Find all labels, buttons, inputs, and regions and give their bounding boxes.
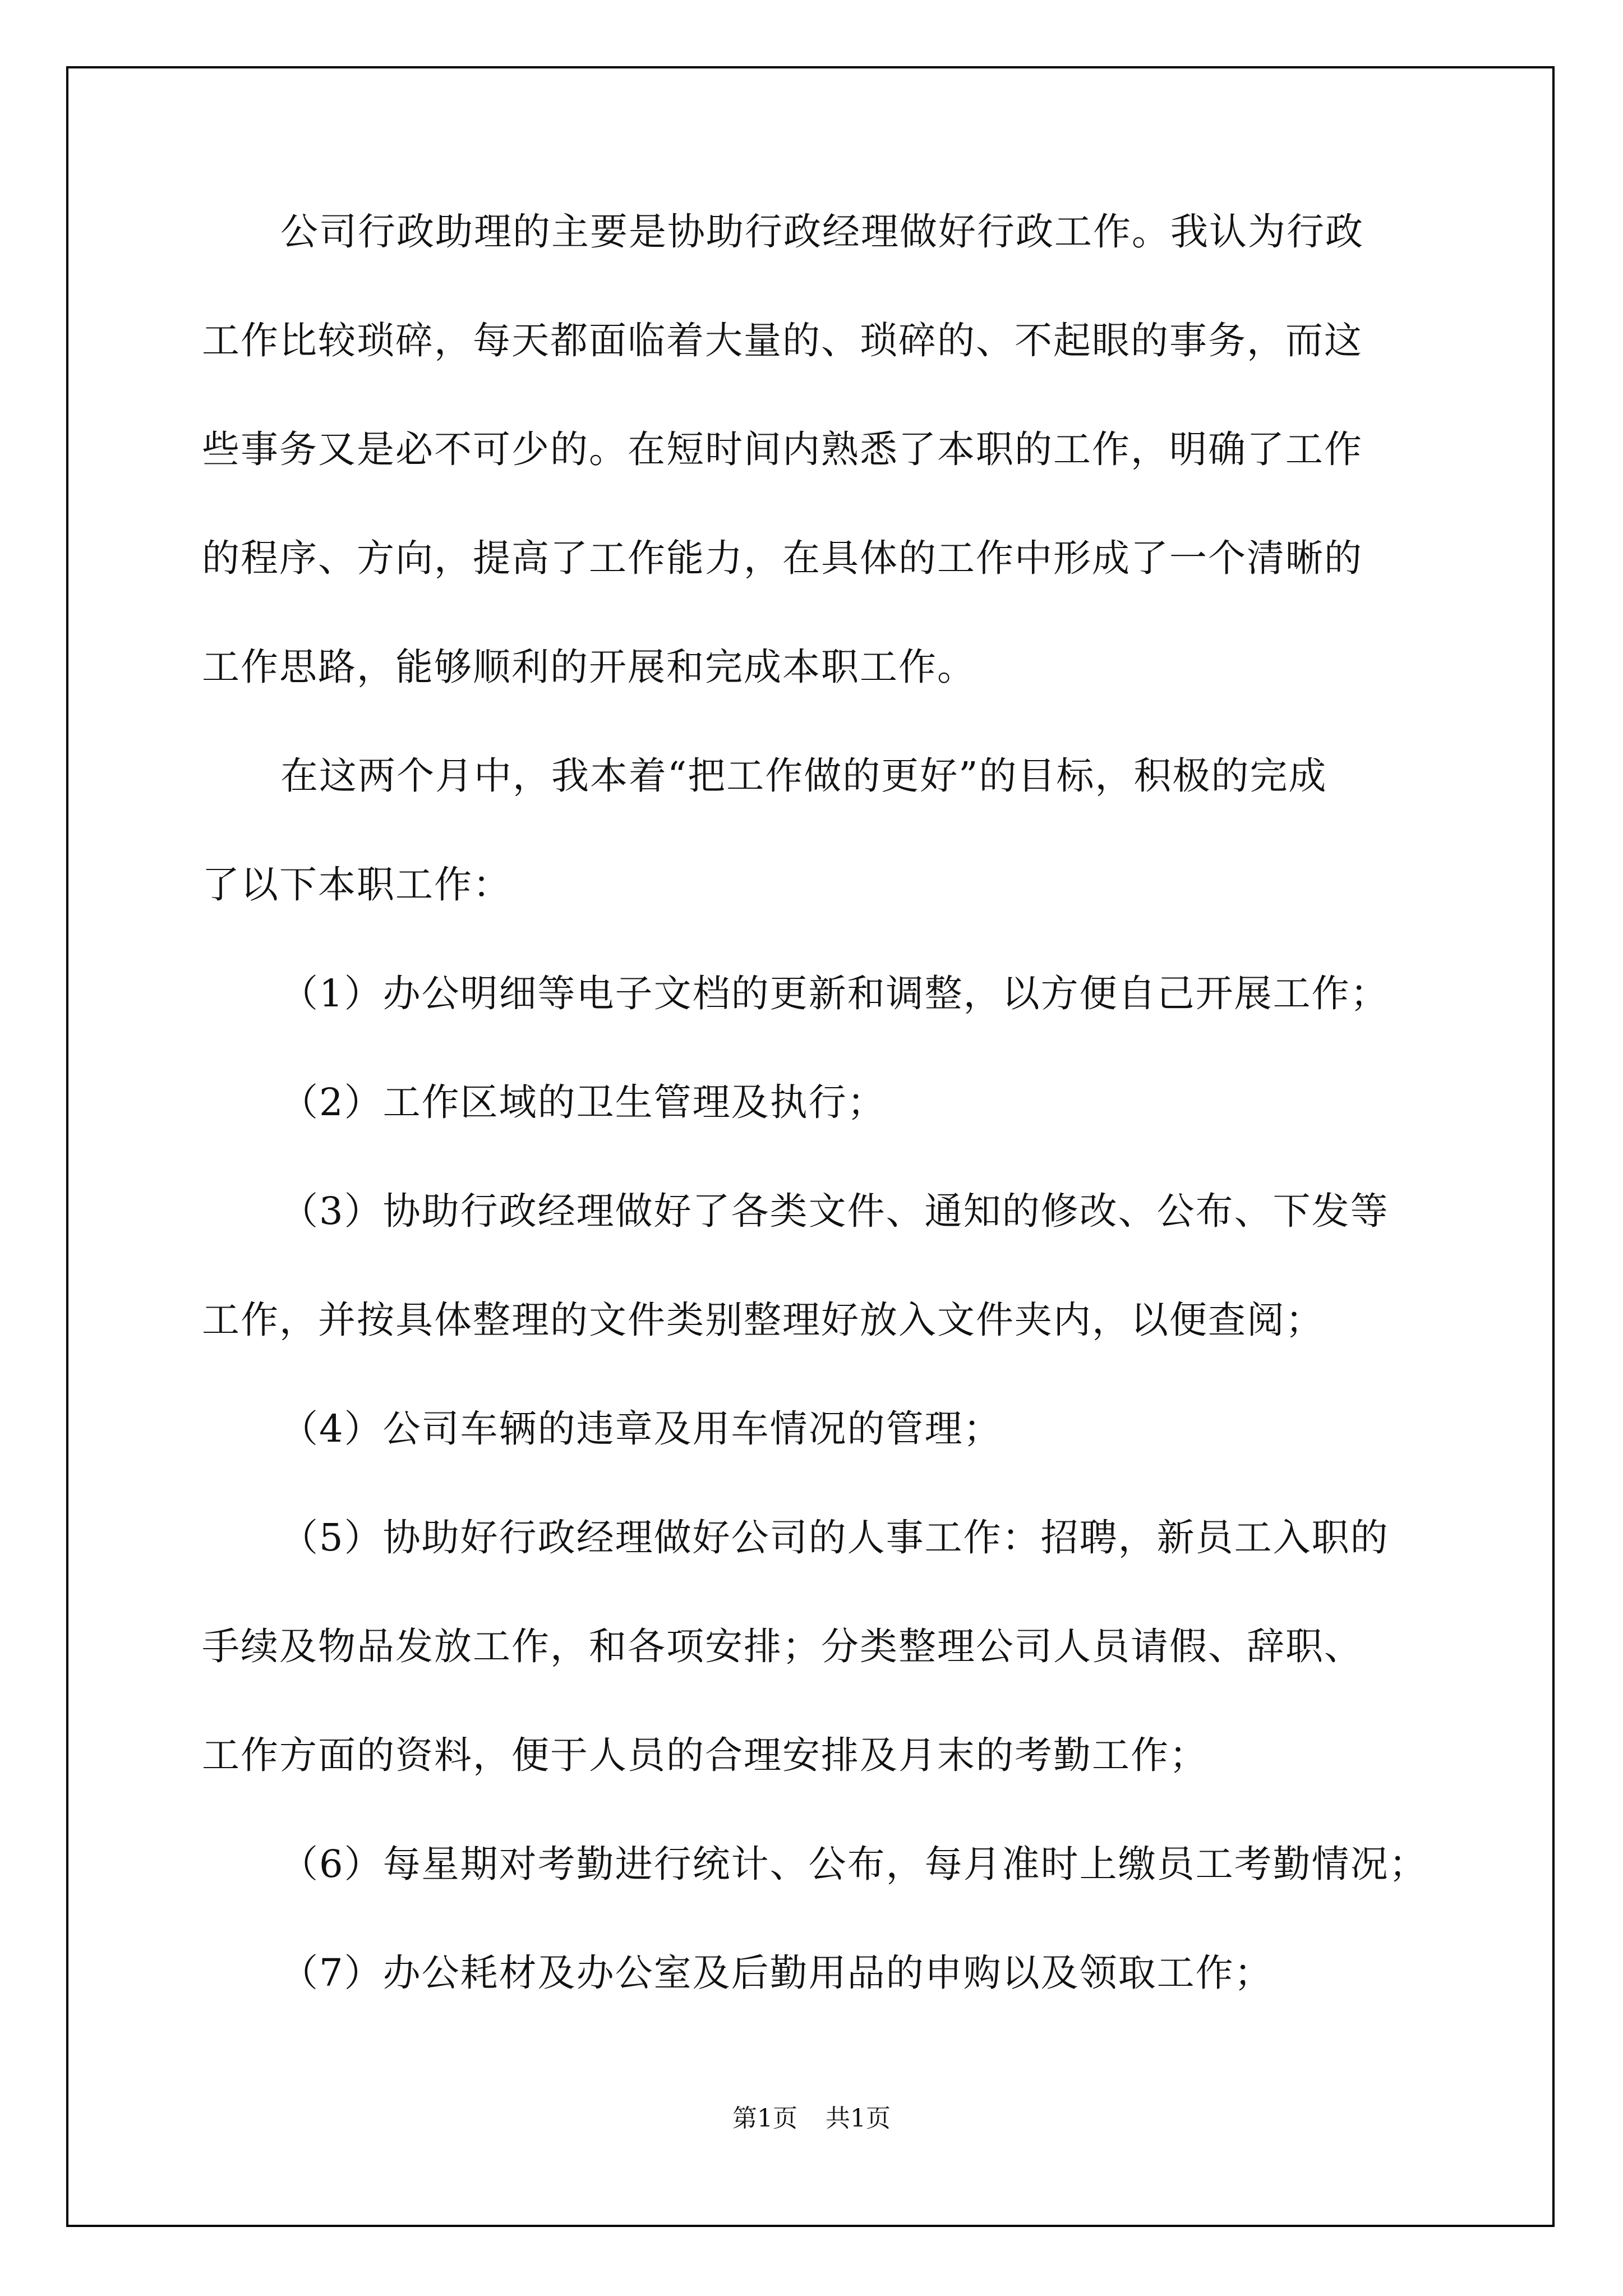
list-item-2: （2）工作区域的卫生管理及执行； xyxy=(280,1080,886,1124)
text-line: 的程序、方向，提高了工作能力，在具体的工作中形成了一个清晰的 xyxy=(202,536,1363,580)
page-total: 共1页 xyxy=(826,2104,891,2133)
list-item-5: （5）协助好行政经理做好公司的人事工作：招聘，新员工入职的 xyxy=(280,1516,1389,1559)
text-line: 工作比较琐碎，每天都面临着大量的、琐碎的、不起眼的事务，而这 xyxy=(202,319,1363,362)
text-line: 些事务又是必不可少的。在短时间内熟悉了本职的工作，明确了工作 xyxy=(202,427,1363,471)
list-item-3: （3）协助行政经理做好了各类文件、通知的修改、公布、下发等 xyxy=(280,1189,1389,1233)
text-line: 了以下本职工作： xyxy=(202,863,511,907)
text-line: 公司行政助理的主要是协助行政经理做好行政工作。我认为行政 xyxy=(280,210,1364,254)
text-line: 手续及物品发放工作，和各项安排；分类整理公司人员请假、辞职、 xyxy=(202,1625,1363,1668)
text-line: 在这两个月中，我本着“把工作做的更好”的目标，积极的完成 xyxy=(280,754,1327,798)
text-line: 工作，并按具体整理的文件类别整理好放入文件夹内，以便查阅； xyxy=(202,1298,1324,1342)
list-item-7: （7）办公耗材及办公室及后勤用品的申购以及领取工作； xyxy=(280,1951,1273,1995)
list-item-6: （6）每星期对考勤进行统计、公布，每月准时上缴员工考勤情况； xyxy=(280,1842,1428,1886)
list-item-1: （1）办公明细等电子文档的更新和调整，以方便自己开展工作； xyxy=(280,972,1389,1015)
text-line: 工作思路，能够顺利的开展和完成本职工作。 xyxy=(202,645,976,689)
list-item-4: （4）公司车辆的违章及用车情况的管理； xyxy=(280,1407,1002,1451)
text-line: 工作方面的资料，便于人员的合理安排及月末的考勤工作； xyxy=(202,1733,1208,1777)
page-footer xyxy=(0,2098,1623,2134)
page-number: 第1页 xyxy=(732,2104,797,2133)
document-body xyxy=(202,210,1436,2063)
